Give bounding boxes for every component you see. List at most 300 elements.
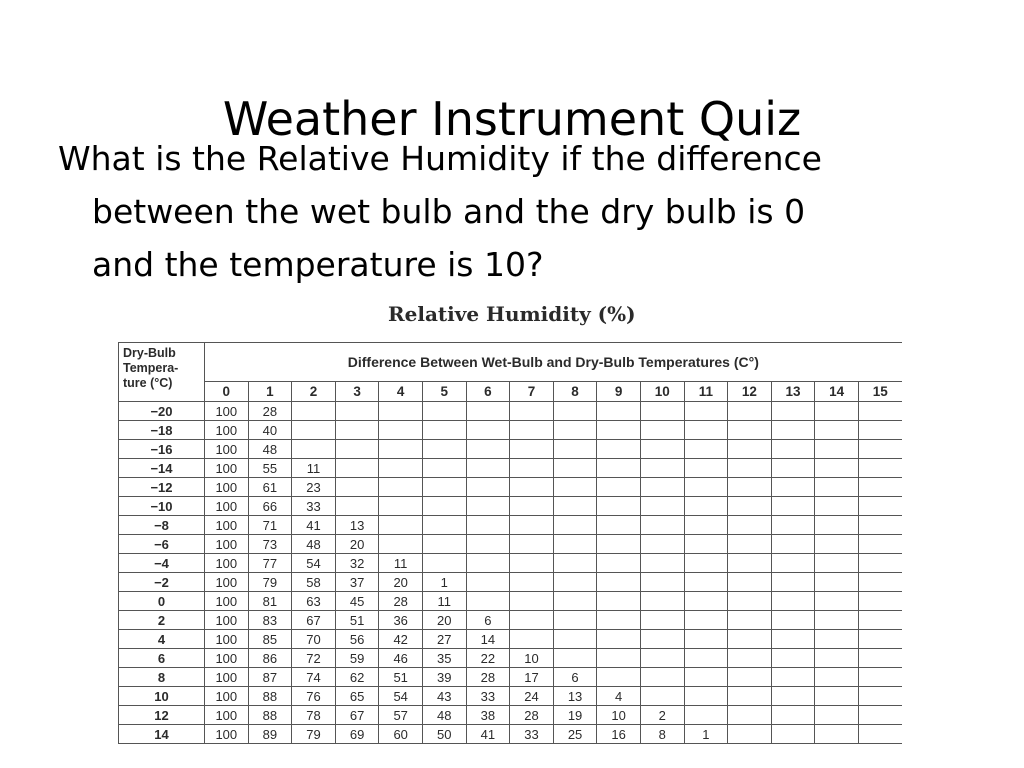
humidity-value-cell: 62 [335, 668, 379, 687]
difference-column-header: 8 [553, 382, 597, 402]
question-text [58, 132, 958, 291]
humidity-value-cell: 100 [205, 478, 249, 497]
humidity-value-cell [553, 630, 597, 649]
humidity-value-cell [640, 592, 684, 611]
humidity-value-cell [422, 516, 466, 535]
humidity-value-cell: 81 [248, 592, 292, 611]
humidity-value-cell [335, 497, 379, 516]
humidity-value-cell [684, 668, 728, 687]
humidity-value-cell [684, 611, 728, 630]
humidity-value-cell: 27 [422, 630, 466, 649]
difference-column-header: 3 [335, 382, 379, 402]
humidity-value-cell: 77 [248, 554, 292, 573]
table-row [119, 535, 903, 554]
humidity-value-cell [684, 440, 728, 459]
humidity-value-cell [422, 402, 466, 421]
difference-column-header: 13 [771, 382, 815, 402]
humidity-value-cell [379, 516, 423, 535]
humidity-value-cell: 25 [553, 725, 597, 744]
humidity-value-cell [597, 630, 641, 649]
humidity-value-cell: 55 [248, 459, 292, 478]
humidity-value-cell: 74 [292, 668, 336, 687]
humidity-value-cell [466, 573, 510, 592]
humidity-value-cell: 69 [335, 725, 379, 744]
humidity-value-cell [553, 535, 597, 554]
humidity-value-cell: 65 [335, 687, 379, 706]
difference-column-header: 0 [205, 382, 249, 402]
humidity-value-cell [597, 554, 641, 573]
humidity-value-cell [422, 459, 466, 478]
humidity-value-cell [292, 402, 336, 421]
humidity-value-cell: 100 [205, 440, 249, 459]
humidity-value-cell: 50 [422, 725, 466, 744]
humidity-value-cell: 24 [510, 687, 554, 706]
humidity-value-cell [858, 630, 902, 649]
humidity-value-cell: 61 [248, 478, 292, 497]
humidity-value-cell [771, 535, 815, 554]
humidity-value-cell [510, 497, 554, 516]
humidity-value-cell [684, 687, 728, 706]
table-row [119, 668, 903, 687]
table-row [119, 611, 903, 630]
humidity-value-cell: 16 [597, 725, 641, 744]
table-row [119, 554, 903, 573]
relative-humidity-table-wrapper [118, 342, 902, 750]
humidity-value-cell [728, 573, 772, 592]
humidity-value-cell [640, 611, 684, 630]
humidity-value-cell [771, 440, 815, 459]
humidity-value-cell [640, 554, 684, 573]
humidity-value-cell [422, 421, 466, 440]
table-row [119, 478, 903, 497]
humidity-value-cell: 100 [205, 573, 249, 592]
humidity-value-cell: 11 [292, 459, 336, 478]
humidity-value-cell [335, 478, 379, 497]
question-line-2: between the wet bulb and the dry bulb is 0 [92, 192, 806, 231]
humidity-value-cell [771, 649, 815, 668]
humidity-value-cell [815, 478, 859, 497]
dry-bulb-temperature-cell: 10 [119, 687, 205, 706]
humidity-value-cell: 41 [292, 516, 336, 535]
humidity-value-cell: 28 [379, 592, 423, 611]
humidity-value-cell [815, 687, 859, 706]
table-row [119, 725, 903, 744]
dry-bulb-temperature-cell: −16 [119, 440, 205, 459]
humidity-value-cell [771, 687, 815, 706]
humidity-value-cell [466, 402, 510, 421]
difference-column-header: 5 [422, 382, 466, 402]
humidity-value-cell: 100 [205, 497, 249, 516]
humidity-value-cell: 4 [597, 687, 641, 706]
humidity-value-cell: 20 [335, 535, 379, 554]
difference-column-header: 4 [379, 382, 423, 402]
humidity-value-cell [858, 421, 902, 440]
humidity-value-cell: 100 [205, 668, 249, 687]
humidity-value-cell: 42 [379, 630, 423, 649]
humidity-value-cell [728, 706, 772, 725]
humidity-value-cell [815, 706, 859, 725]
humidity-value-cell [379, 497, 423, 516]
humidity-value-cell [728, 478, 772, 497]
humidity-value-cell [422, 554, 466, 573]
humidity-value-cell [422, 440, 466, 459]
humidity-value-cell: 100 [205, 706, 249, 725]
humidity-value-cell [684, 478, 728, 497]
humidity-value-cell [640, 687, 684, 706]
humidity-value-cell: 54 [292, 554, 336, 573]
humidity-value-cell: 39 [422, 668, 466, 687]
humidity-value-cell: 100 [205, 421, 249, 440]
humidity-value-cell [684, 573, 728, 592]
difference-column-header: 1 [248, 382, 292, 402]
humidity-value-cell [422, 478, 466, 497]
humidity-value-cell [858, 440, 902, 459]
difference-column-header: 7 [510, 382, 554, 402]
humidity-value-cell [684, 649, 728, 668]
humidity-value-cell: 86 [248, 649, 292, 668]
table-row [119, 573, 903, 592]
humidity-value-cell: 67 [292, 611, 336, 630]
humidity-value-cell: 19 [553, 706, 597, 725]
humidity-value-cell: 73 [248, 535, 292, 554]
humidity-value-cell [597, 611, 641, 630]
humidity-value-cell [335, 421, 379, 440]
humidity-value-cell [466, 592, 510, 611]
humidity-value-cell [684, 421, 728, 440]
dry-bulb-temperature-cell: 6 [119, 649, 205, 668]
humidity-value-cell [815, 554, 859, 573]
table-row [119, 497, 903, 516]
relative-humidity-table [118, 342, 902, 744]
humidity-value-cell [728, 725, 772, 744]
difference-column-header: 9 [597, 382, 641, 402]
humidity-value-cell [858, 573, 902, 592]
humidity-value-cell [728, 516, 772, 535]
humidity-value-cell [815, 668, 859, 687]
humidity-value-cell [728, 611, 772, 630]
table-row [119, 421, 903, 440]
humidity-value-cell: 35 [422, 649, 466, 668]
humidity-value-cell [379, 535, 423, 554]
humidity-value-cell [510, 402, 554, 421]
humidity-value-cell [684, 630, 728, 649]
humidity-value-cell [728, 535, 772, 554]
humidity-value-cell [553, 478, 597, 497]
humidity-value-cell [553, 402, 597, 421]
humidity-value-cell [640, 630, 684, 649]
humidity-value-cell: 38 [466, 706, 510, 725]
humidity-value-cell [640, 668, 684, 687]
table-row [119, 459, 903, 478]
humidity-value-cell: 58 [292, 573, 336, 592]
humidity-value-cell [771, 592, 815, 611]
humidity-value-cell [771, 725, 815, 744]
humidity-value-cell [640, 478, 684, 497]
humidity-value-cell [597, 421, 641, 440]
dry-bulb-temperature-cell: −2 [119, 573, 205, 592]
humidity-value-cell [858, 478, 902, 497]
humidity-value-cell [597, 573, 641, 592]
humidity-value-cell: 51 [379, 668, 423, 687]
humidity-value-cell [466, 535, 510, 554]
humidity-value-cell [728, 668, 772, 687]
humidity-value-cell [335, 402, 379, 421]
humidity-value-cell: 41 [466, 725, 510, 744]
humidity-value-cell [597, 440, 641, 459]
humidity-value-cell [510, 478, 554, 497]
humidity-value-cell: 100 [205, 459, 249, 478]
humidity-value-cell [858, 668, 902, 687]
humidity-value-cell [815, 611, 859, 630]
humidity-value-cell [815, 630, 859, 649]
humidity-value-cell [728, 497, 772, 516]
difference-column-header: 6 [466, 382, 510, 402]
humidity-value-cell: 28 [466, 668, 510, 687]
slide-title: Weather Instrument Quiz [222, 91, 802, 146]
humidity-value-cell [684, 535, 728, 554]
humidity-value-cell [771, 402, 815, 421]
humidity-value-cell [771, 421, 815, 440]
humidity-value-cell: 70 [292, 630, 336, 649]
humidity-value-cell: 6 [553, 668, 597, 687]
humidity-value-cell [597, 516, 641, 535]
humidity-value-cell: 59 [335, 649, 379, 668]
question-line-3: and the temperature is 10? [92, 245, 544, 284]
humidity-value-cell [858, 516, 902, 535]
humidity-value-cell [815, 725, 859, 744]
humidity-value-cell [640, 516, 684, 535]
humidity-value-cell [510, 573, 554, 592]
humidity-value-cell [728, 440, 772, 459]
humidity-value-cell [728, 592, 772, 611]
dry-bulb-temperature-cell: −8 [119, 516, 205, 535]
dry-bulb-temperature-cell: −12 [119, 478, 205, 497]
difference-column-header: 12 [728, 382, 772, 402]
dry-bulb-temperature-cell: −20 [119, 402, 205, 421]
humidity-value-cell: 48 [248, 440, 292, 459]
question-line-1: What is the Relative Humidity if the difference [58, 139, 822, 178]
humidity-value-cell [640, 421, 684, 440]
humidity-value-cell [640, 459, 684, 478]
dry-bulb-temperature-cell: −4 [119, 554, 205, 573]
difference-column-header: 15 [858, 382, 902, 402]
humidity-value-cell: 87 [248, 668, 292, 687]
humidity-value-cell [553, 497, 597, 516]
humidity-value-cell [510, 630, 554, 649]
humidity-value-cell [815, 573, 859, 592]
table-caption: Relative Humidity (%) [388, 302, 636, 326]
humidity-value-cell: 40 [248, 421, 292, 440]
humidity-value-cell [466, 459, 510, 478]
humidity-value-cell: 100 [205, 516, 249, 535]
humidity-value-cell [422, 535, 466, 554]
humidity-value-cell [466, 478, 510, 497]
humidity-value-cell [597, 459, 641, 478]
humidity-value-cell [684, 554, 728, 573]
humidity-value-cell: 100 [205, 554, 249, 573]
humidity-value-cell: 54 [379, 687, 423, 706]
humidity-value-cell: 10 [597, 706, 641, 725]
dry-bulb-temperature-cell: 14 [119, 725, 205, 744]
humidity-value-cell [510, 611, 554, 630]
humidity-value-cell: 11 [379, 554, 423, 573]
humidity-value-cell: 28 [248, 402, 292, 421]
humidity-value-cell: 46 [379, 649, 423, 668]
humidity-value-cell [379, 402, 423, 421]
difference-column-header: 2 [292, 382, 336, 402]
humidity-value-cell [379, 440, 423, 459]
humidity-value-cell: 23 [292, 478, 336, 497]
humidity-value-cell: 37 [335, 573, 379, 592]
humidity-value-cell: 100 [205, 402, 249, 421]
humidity-value-cell: 48 [422, 706, 466, 725]
humidity-value-cell: 43 [422, 687, 466, 706]
humidity-value-cell [292, 421, 336, 440]
table-row [119, 630, 903, 649]
dry-bulb-temperature-cell: 2 [119, 611, 205, 630]
humidity-value-cell [292, 440, 336, 459]
difference-column-header: 10 [640, 382, 684, 402]
humidity-value-cell [771, 706, 815, 725]
dry-bulb-header-line-3: ture (°C) [123, 376, 173, 390]
humidity-value-cell: 36 [379, 611, 423, 630]
table-row [119, 516, 903, 535]
humidity-value-cell: 100 [205, 649, 249, 668]
humidity-value-cell [815, 440, 859, 459]
humidity-value-cell: 85 [248, 630, 292, 649]
humidity-value-cell [379, 459, 423, 478]
humidity-value-cell: 45 [335, 592, 379, 611]
humidity-value-cell [684, 516, 728, 535]
humidity-value-cell [815, 649, 859, 668]
humidity-value-cell: 17 [510, 668, 554, 687]
humidity-value-cell [640, 440, 684, 459]
humidity-value-cell: 100 [205, 611, 249, 630]
table-row [119, 592, 903, 611]
humidity-value-cell [379, 478, 423, 497]
humidity-value-cell [640, 535, 684, 554]
humidity-value-cell: 48 [292, 535, 336, 554]
humidity-value-cell: 1 [422, 573, 466, 592]
humidity-value-cell [510, 421, 554, 440]
difference-column-header: 14 [815, 382, 859, 402]
table-row [119, 687, 903, 706]
humidity-value-cell [466, 421, 510, 440]
humidity-value-cell: 100 [205, 687, 249, 706]
humidity-value-cell [510, 535, 554, 554]
humidity-value-cell: 83 [248, 611, 292, 630]
humidity-value-cell [553, 611, 597, 630]
humidity-value-cell: 79 [292, 725, 336, 744]
humidity-value-cell [815, 497, 859, 516]
humidity-value-cell: 100 [205, 592, 249, 611]
humidity-value-cell [510, 516, 554, 535]
humidity-value-cell: 28 [510, 706, 554, 725]
humidity-value-cell [815, 516, 859, 535]
humidity-value-cell [597, 497, 641, 516]
humidity-value-cell [553, 573, 597, 592]
humidity-value-cell [728, 630, 772, 649]
table-body [119, 402, 903, 744]
humidity-value-cell [335, 440, 379, 459]
humidity-value-cell: 79 [248, 573, 292, 592]
humidity-value-cell: 8 [640, 725, 684, 744]
humidity-value-cell [684, 592, 728, 611]
humidity-value-cell: 89 [248, 725, 292, 744]
humidity-value-cell: 13 [553, 687, 597, 706]
humidity-value-cell [858, 402, 902, 421]
difference-header: Difference Between Wet-Bulb and Dry-Bulb Temperatures (C°) [205, 343, 903, 382]
humidity-value-cell: 57 [379, 706, 423, 725]
humidity-value-cell [597, 402, 641, 421]
humidity-value-cell [640, 402, 684, 421]
humidity-value-cell [466, 440, 510, 459]
humidity-value-cell: 1 [684, 725, 728, 744]
humidity-value-cell [510, 440, 554, 459]
humidity-value-cell: 88 [248, 706, 292, 725]
humidity-value-cell [771, 497, 815, 516]
humidity-value-cell [771, 478, 815, 497]
humidity-value-cell: 76 [292, 687, 336, 706]
humidity-value-cell [553, 554, 597, 573]
humidity-value-cell [858, 497, 902, 516]
humidity-value-cell [640, 649, 684, 668]
dry-bulb-temperature-cell: 0 [119, 592, 205, 611]
humidity-value-cell [771, 668, 815, 687]
humidity-value-cell [728, 421, 772, 440]
humidity-value-cell [597, 592, 641, 611]
humidity-value-cell: 60 [379, 725, 423, 744]
humidity-value-cell [466, 516, 510, 535]
humidity-value-cell [684, 459, 728, 478]
humidity-value-cell [553, 516, 597, 535]
humidity-value-cell: 14 [466, 630, 510, 649]
humidity-value-cell [771, 554, 815, 573]
humidity-value-cell [728, 687, 772, 706]
humidity-value-cell: 33 [292, 497, 336, 516]
humidity-value-cell: 13 [335, 516, 379, 535]
difference-columns-row [119, 382, 903, 402]
humidity-value-cell [640, 573, 684, 592]
table-row [119, 649, 903, 668]
dry-bulb-temperature-cell: −14 [119, 459, 205, 478]
humidity-value-cell [684, 402, 728, 421]
humidity-value-cell [858, 725, 902, 744]
dry-bulb-header [119, 343, 205, 402]
humidity-value-cell: 32 [335, 554, 379, 573]
humidity-value-cell: 20 [379, 573, 423, 592]
humidity-value-cell [510, 459, 554, 478]
humidity-value-cell: 11 [422, 592, 466, 611]
humidity-value-cell [597, 535, 641, 554]
humidity-value-cell [728, 649, 772, 668]
humidity-value-cell [815, 592, 859, 611]
dry-bulb-temperature-cell: 12 [119, 706, 205, 725]
humidity-value-cell: 6 [466, 611, 510, 630]
humidity-value-cell [815, 535, 859, 554]
humidity-value-cell [597, 668, 641, 687]
table-row [119, 706, 903, 725]
difference-column-header: 11 [684, 382, 728, 402]
humidity-value-cell [553, 421, 597, 440]
humidity-value-cell: 88 [248, 687, 292, 706]
humidity-value-cell: 33 [466, 687, 510, 706]
dry-bulb-header-line-1: Dry-Bulb [123, 346, 176, 360]
humidity-value-cell: 20 [422, 611, 466, 630]
humidity-value-cell [597, 649, 641, 668]
humidity-value-cell: 51 [335, 611, 379, 630]
table-header-row [119, 343, 903, 382]
